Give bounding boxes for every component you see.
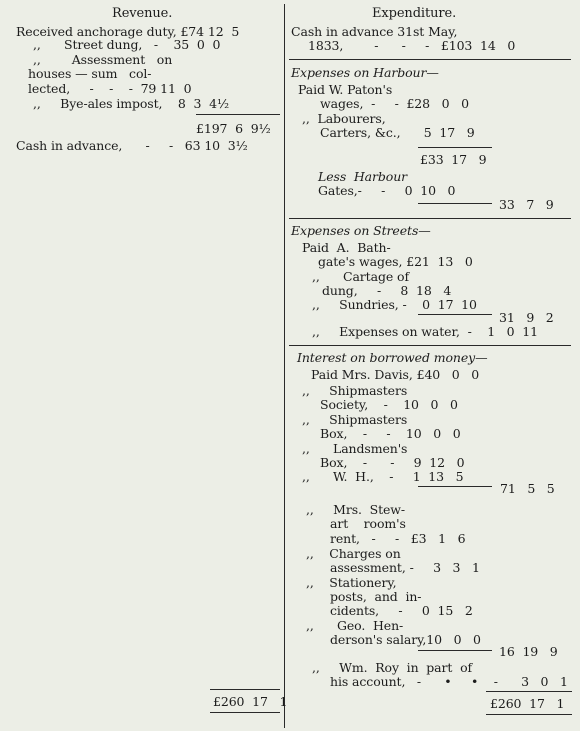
section-rule bbox=[289, 218, 571, 219]
expenditure-line: derson's salary,10 0 0 bbox=[330, 632, 481, 647]
total-rule bbox=[210, 712, 280, 713]
subtotal-rule bbox=[418, 314, 492, 315]
subtotal-rule bbox=[418, 650, 492, 651]
subtotal-rule bbox=[196, 114, 280, 115]
revenue-total: £260 17 1 bbox=[213, 694, 288, 709]
expenditure-heading: Expenditure. bbox=[372, 6, 457, 21]
section-heading: Interest on borrowed money— bbox=[297, 350, 488, 365]
expenditure-line: ,, Charges on bbox=[306, 546, 401, 561]
total-rule bbox=[210, 689, 280, 690]
subtotal-rule bbox=[418, 147, 492, 148]
revenue-line: houses — sum col- bbox=[28, 66, 152, 81]
section-rule bbox=[289, 59, 571, 60]
expenditure-line: assessment, - 3 3 1 bbox=[330, 560, 480, 575]
expenditure-line: Paid Mrs. Davis, £40 0 0 bbox=[311, 367, 480, 382]
expenditure-subtotal: 71 5 5 bbox=[500, 481, 555, 496]
expenditure-line: ,, Sundries, - 0 17 10 bbox=[312, 297, 477, 312]
revenue-subtotal: £197 6 9½ bbox=[196, 121, 271, 136]
revenue-line: Cash in advance, - - 63 10 3½ bbox=[16, 138, 248, 153]
subtotal-rule bbox=[418, 486, 492, 487]
expenditure-line: Paid W. Paton's bbox=[298, 82, 393, 97]
expenditure-line: Paid A. Bath- bbox=[302, 240, 391, 255]
expenditure-line: Society, - 10 0 0 bbox=[320, 397, 458, 412]
expenditure-line: ,, Labourers, bbox=[302, 111, 386, 126]
expenditure-subtotal: 31 9 2 bbox=[499, 310, 554, 325]
expenditure-line: 1833, - - - £103 14 0 bbox=[308, 38, 516, 53]
expenditure-line: ,, Shipmasters bbox=[302, 383, 408, 398]
expenditure-line: ,, Wm. Roy in part of bbox=[312, 660, 473, 675]
revenue-line: ,, Street dung, - 35 0 0 bbox=[33, 37, 221, 52]
subtotal-rule bbox=[418, 203, 492, 204]
expenditure-line: rent, - - £3 1 6 bbox=[330, 531, 466, 546]
expenditure-subtotal: £33 17 9 bbox=[420, 152, 487, 167]
expenditure-line: art room's bbox=[330, 516, 406, 531]
section-rule bbox=[289, 345, 571, 346]
expenditure-line: gate's wages, £21 13 0 bbox=[318, 254, 473, 269]
expenditure-line: Gates,- - 0 10 0 bbox=[318, 183, 456, 198]
expenditure-line: ,, Geo. Hen- bbox=[306, 618, 404, 633]
section-heading: Expenses on Streets— bbox=[291, 223, 431, 238]
revenue-line: ,, Assessment on bbox=[33, 52, 173, 67]
revenue-line: Received anchorage duty, £74 12 5 bbox=[16, 24, 240, 39]
expenditure-line: ,, Cartage of bbox=[312, 269, 409, 284]
revenue-line: lected, - - - 79 11 0 bbox=[28, 81, 192, 96]
expenditure-line: dung, - 8 18 4 bbox=[322, 283, 452, 298]
expenditure-line: his account, - • • - 3 0 1 bbox=[330, 674, 568, 689]
revenue-heading: Revenue. bbox=[112, 6, 173, 21]
expenditure-line: cidents, - 0 15 2 bbox=[330, 603, 473, 618]
total-rule bbox=[486, 714, 572, 715]
section-heading: Expenses on Harbour— bbox=[291, 65, 439, 80]
expenditure-line: ,, Stationery, bbox=[306, 575, 397, 590]
expenditure-subtotal: 16 19 9 bbox=[499, 644, 558, 659]
expenditure-line: ,, Expenses on water, - 1 0 11 bbox=[312, 324, 538, 339]
expenditure-line: ,, Mrs. Stew- bbox=[306, 502, 406, 517]
revenue-line: ,, Bye-ales impost, 8 3 4½ bbox=[33, 96, 229, 111]
expenditure-line: ,, Shipmasters bbox=[302, 412, 408, 427]
expenditure-line: wages, - - £28 0 0 bbox=[320, 96, 469, 111]
expenditure-subtotal: 33 7 9 bbox=[499, 197, 554, 212]
total-rule bbox=[486, 691, 572, 692]
expenditure-line: ,, W. H., - 1 13 5 bbox=[302, 469, 464, 484]
expenditure-total: £260 17 1 bbox=[490, 696, 565, 711]
expenditure-line: Cash in advance 31st May, bbox=[291, 24, 458, 39]
expenditure-line: Carters, &c., 5 17 9 bbox=[320, 125, 475, 140]
expenditure-line: ,, Landsmen's bbox=[302, 441, 408, 456]
expenditure-line: Box, - - 9 12 0 bbox=[320, 455, 465, 470]
expenditure-line: Less Harbour bbox=[318, 169, 408, 184]
expenditure-line: posts, and in- bbox=[330, 589, 422, 604]
expenditure-line: Box, - - 10 0 0 bbox=[320, 426, 461, 441]
column-divider bbox=[284, 4, 285, 728]
